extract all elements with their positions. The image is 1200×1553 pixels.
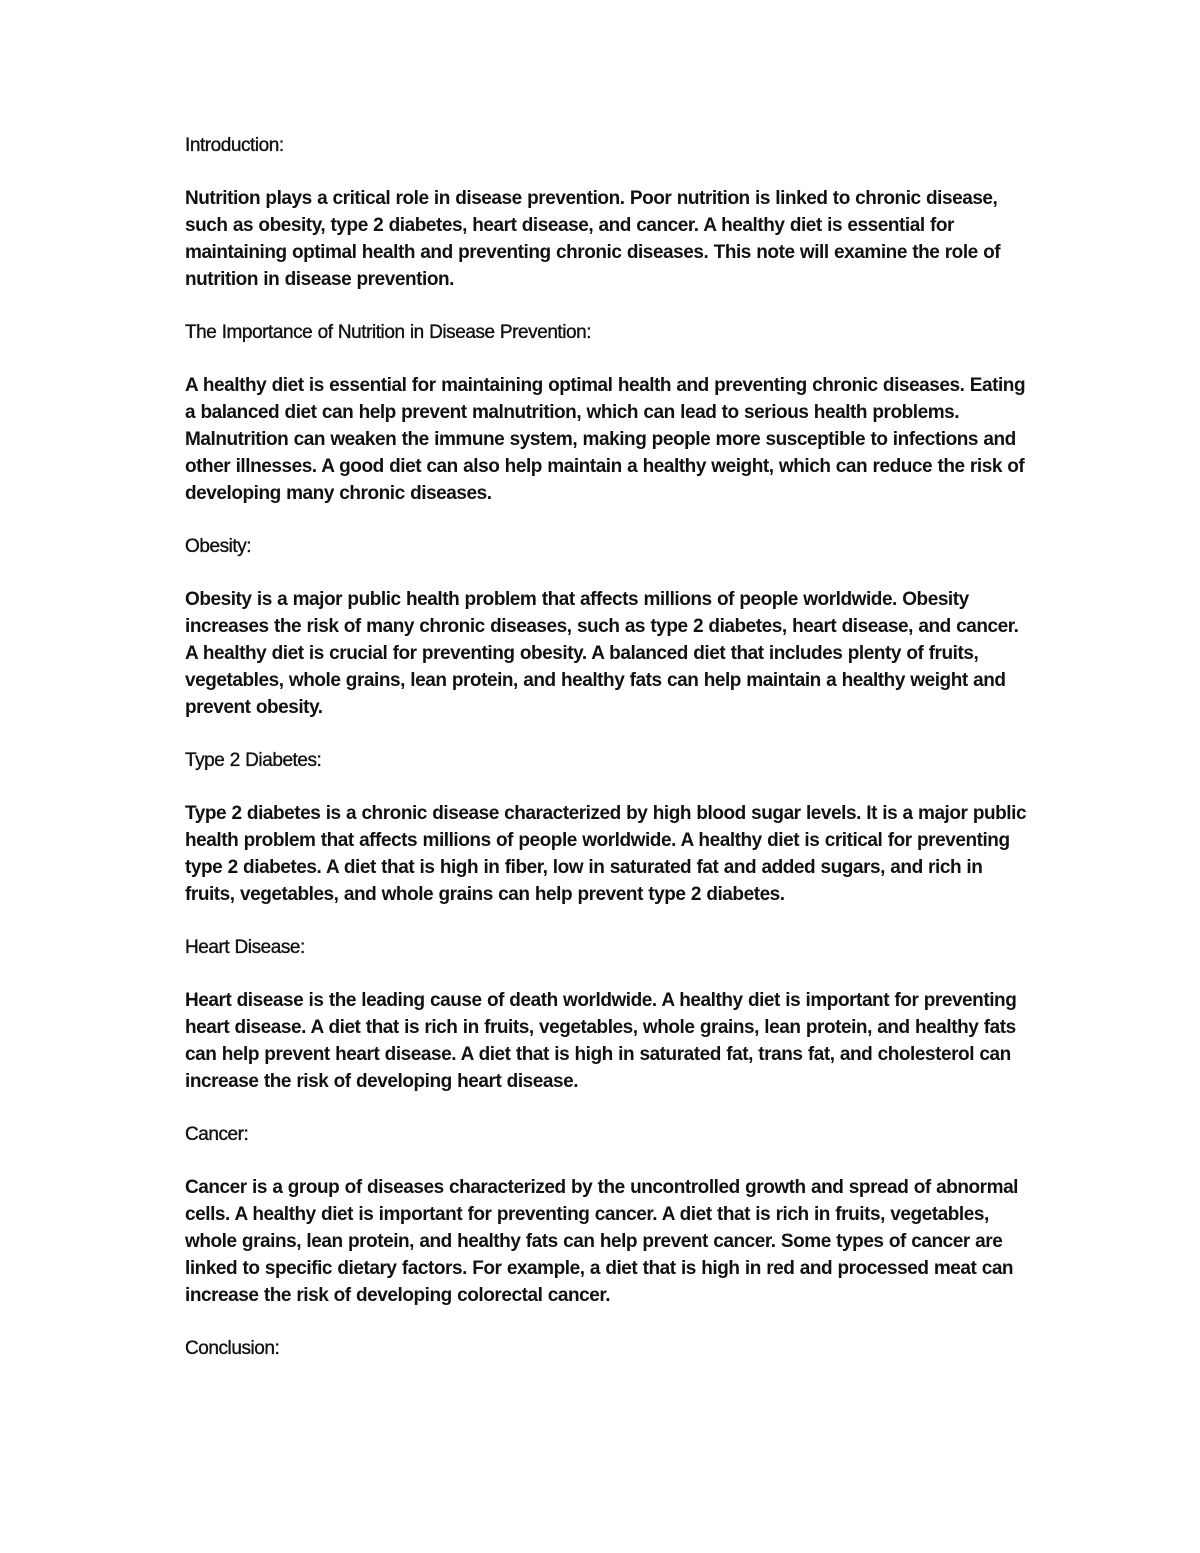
section-heading-type-2-diabetes: Type 2 Diabetes: (185, 750, 322, 771)
section-body-obesity: Obesity is a major public health problem that affects millions of people worldwide. Obesity increases the risk of many chronic diseases, such as type 2 diabetes, heart disease, and cancer. A healthy diet is crucial for preventing obesity. A balanced diet that includes plenty of fruits, vegetables, whole grains, lean protein, and healthy fats can help maintain a healthy weight and prevent obesity. (185, 589, 1019, 718)
section-heading-obesity: Obesity: (185, 536, 252, 557)
section-heading-heart-disease: Heart Disease: (185, 937, 305, 958)
section-heading-conclusion: Conclusion: (185, 1338, 280, 1359)
section-heading-introduction: Introduction: (185, 135, 284, 156)
section-heading-importance: The Importance of Nutrition in Disease Prevention: (185, 322, 592, 343)
section-body-introduction: Nutrition plays a critical role in disease prevention. Poor nutrition is linked to chronic disease, such as obesity, type 2 diabetes, heart disease, and cancer. A healthy diet is essential for maintaining optimal health and preventing chronic diseases. This note will examine the role of nutrition in disease prevention. (185, 188, 1001, 290)
section-body-type-2-diabetes: Type 2 diabetes is a chronic disease characterized by high blood sugar levels. It is a major public health problem that affects millions of people worldwide. A healthy diet is critical for preventing type 2 diabetes. A diet that is high in fiber, low in saturated fat and added sugars, and rich in fruits, vegetables, and whole grains can help prevent type 2 diabetes. (185, 803, 1027, 905)
section-body-cancer: Cancer is a group of diseases characterized by the uncontrolled growth and spread of abnormal cells. A healthy diet is important for preventing cancer. A diet that is rich in fruits, vegetables, whole grains, lean protein, and healthy fats can help prevent cancer. Some types of cancer are linked to specific dietary factors. For example, a diet that is high in red and processed meat can increase the risk of developing colorectal cancer. (185, 1177, 1019, 1306)
section-body-importance: A healthy diet is essential for maintaining optimal health and preventing chronic diseases. Eating a balanced diet can help prevent malnutrition, which can lead to serious health problems. Malnutrition can weaken the immune system, making people more susceptible to infections and other illnesses. A good diet can also help maintain a healthy weight, which can reduce the risk of developing many chronic diseases. (185, 375, 1026, 504)
section-heading-cancer: Cancer: (185, 1124, 249, 1145)
document-content (185, 132, 1035, 1388)
section-body-heart-disease: Heart disease is the leading cause of death worldwide. A healthy diet is important for preventing heart disease. A diet that is rich in fruits, vegetables, whole grains, lean protein, and healthy fats can help prevent heart disease. A diet that is high in saturated fat, trans fat, and cholesterol can increase the risk of developing heart disease. (185, 990, 1017, 1092)
